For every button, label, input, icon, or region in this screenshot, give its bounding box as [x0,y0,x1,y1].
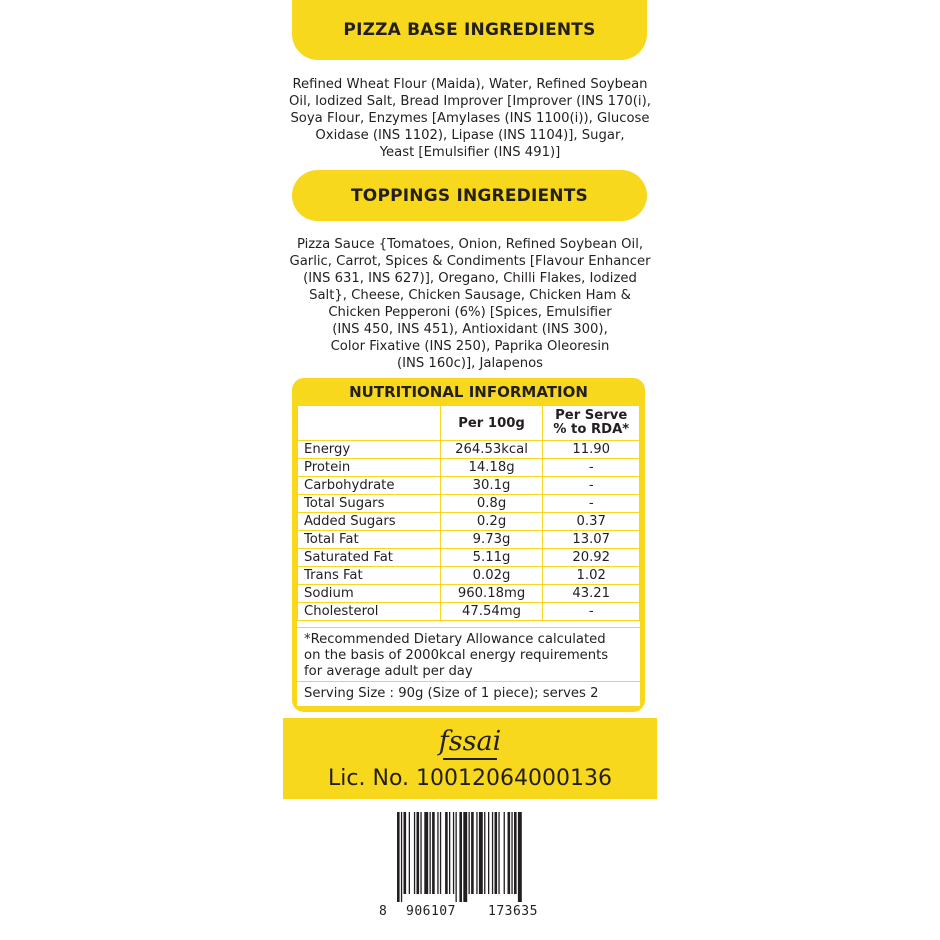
barcode-digit-first: 8 [379,904,388,919]
nutrient-name: Saturated Fat [298,549,441,567]
nutrient-rda: - [543,495,640,513]
header-blank [298,406,441,441]
header-rda [543,406,640,441]
ingredient-line: (INS 160c)], Jalapenos [396,356,544,371]
pizza-base-heading: PIZZA BASE INGREDIENTS [292,0,647,60]
header-per-100g: Per 100g [440,406,543,441]
table-row [298,513,640,531]
fssai-logo: fssai [438,726,502,757]
ingredient-line: Yeast [Emulsifier (INS 491)] [379,145,561,160]
nutrient-name: Total Fat [298,531,441,549]
ingredient-line: Chicken Pepperoni (6%) [Spices, Emulsifier [328,305,612,320]
fssai-band [283,718,657,799]
table-row [298,459,640,477]
table-row [298,567,640,585]
table-row [298,549,640,567]
ingredient-line: (INS 631, INS 627)], Oregano, Chilli Flakes, Iodized [303,271,637,286]
nutrition-table-area [297,405,640,706]
table-header-row [298,406,640,441]
nutrient-rda: 20.92 [543,549,640,567]
ingredient-line: Pizza Sauce {Tomatoes, Onion, Refined Soybean Oil, [296,237,644,252]
table-row [298,495,640,513]
nutrient-name: Total Sugars [298,495,441,513]
ingredient-line: (INS 450, INS 451), Antioxidant (INS 300), [332,322,608,337]
nutrient-rda: - [543,477,640,495]
fssai-license-number: Lic. No. 10012064000136 [328,766,612,791]
barcode [395,812,555,902]
footnote-line: on the basis of 2000kcal energy requirements [304,648,609,663]
nutrient-per100: 30.1g [440,477,543,495]
nutrient-per100: 264.53kcal [440,441,543,459]
nutrition-title: NUTRITIONAL INFORMATION [349,382,588,401]
nutrition-panel [292,378,645,712]
table-row [298,603,640,621]
ingredient-line: Soya Flour, Enzymes [Amylases (INS 1100(i)), Glucose [290,111,650,126]
footnote-line: *Recommended Dietary Allowance calculated [304,632,606,647]
nutrient-name: Added Sugars [298,513,441,531]
nutrient-rda: 43.21 [543,585,640,603]
header-rda-line1: Per Serve [555,408,628,423]
ingredient-line: Refined Wheat Flour (Maida), Water, Refined Soybean [292,77,648,92]
nutrient-name: Energy [298,441,441,459]
nutrient-per100: 0.8g [440,495,543,513]
table-row [298,477,640,495]
nutrient-per100: 0.02g [440,567,543,585]
table-row [298,585,640,603]
ingredient-line: Color Fixative (INS 250), Paprika Oleoresin [330,339,610,354]
nutrient-name: Protein [298,459,441,477]
fssai-logo-underline [443,758,497,760]
nutrient-rda: 0.37 [543,513,640,531]
nutrient-name: Carbohydrate [298,477,441,495]
footnote-line: for average adult per day [304,664,473,679]
nutrient-per100: 0.2g [440,513,543,531]
nutrient-per100: 47.54mg [440,603,543,621]
pizza-base-ingredients [270,76,670,161]
nutrient-per100: 9.73g [440,531,543,549]
nutrient-name: Sodium [298,585,441,603]
barcode-digits-left: 906107 [406,904,456,919]
toppings-heading: TOPPINGS INGREDIENTS [292,170,647,221]
nutrient-per100: 960.18mg [440,585,543,603]
nutrient-rda: - [543,459,640,477]
nutrient-name: Trans Fat [298,567,441,585]
nutrient-rda: 13.07 [543,531,640,549]
nutrition-table [297,405,640,621]
barcode-digits-right: 173635 [488,904,538,919]
ingredient-line: Garlic, Carrot, Spices & Condiments [Flavour Enhancer [289,254,651,269]
nutrient-rda: 11.90 [543,441,640,459]
header-rda-line2: % to RDA* [553,422,630,437]
toppings-ingredients [270,236,670,372]
ingredient-line: Oxidase (INS 1102), Lipase (INS 1104)], Sugar, [315,128,625,143]
table-row [298,441,640,459]
rda-footnote [297,627,640,681]
nutrient-per100: 14.18g [440,459,543,477]
nutrient-per100: 5.11g [440,549,543,567]
nutrient-name: Cholesterol [298,603,441,621]
nutrient-rda: - [543,603,640,621]
serving-size: Serving Size : 90g (Size of 1 piece); serves 2 [297,681,640,706]
table-row [298,531,640,549]
nutrient-rda: 1.02 [543,567,640,585]
ingredient-line: Salt}, Cheese, Chicken Sausage, Chicken Ham & [309,288,631,303]
ingredient-line: Oil, Iodized Salt, Bread Improver [Improver (INS 170(i), [289,94,651,109]
